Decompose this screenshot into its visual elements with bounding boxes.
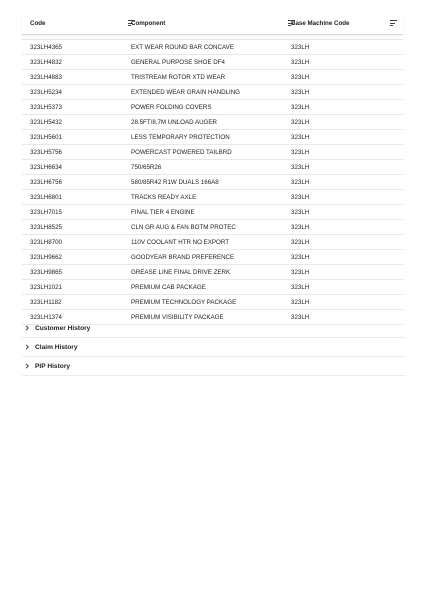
cell-base-machine-code: 323LH	[291, 313, 310, 321]
cell-base-machine-code: 323LH	[291, 163, 310, 171]
table-row[interactable]	[22, 70, 403, 85]
chevron-right-icon	[22, 324, 31, 333]
accordion-customer-history[interactable]	[22, 319, 406, 338]
table-row[interactable]	[22, 100, 403, 115]
cell-base-machine-code: 323LH	[291, 283, 310, 291]
history-accordions	[22, 319, 406, 376]
table-row[interactable]	[22, 85, 403, 100]
cell-code: 323LH1374	[30, 313, 62, 321]
column-header-component[interactable]	[131, 20, 291, 27]
cell-component: GENERAL PURPOSE SHOE DF4	[131, 58, 225, 66]
cell-base-machine-code: 323LH	[291, 268, 310, 276]
column-header-code-label: Code	[30, 19, 46, 27]
cell-code: 323LH4832	[30, 58, 62, 66]
cell-base-machine-code: 323LH	[291, 58, 310, 66]
cell-base-machine-code: 323LH	[291, 223, 310, 231]
accordion-claim-history[interactable]	[22, 338, 406, 357]
cell-base-machine-code: 323LH	[291, 208, 310, 216]
cell-code: 323LH4365	[30, 43, 62, 51]
cell-code: 323LH1182	[30, 298, 62, 306]
cell-base-machine-code: 323LH	[291, 193, 310, 201]
cell-code: 323LH5601	[30, 133, 62, 141]
table-row[interactable]	[22, 295, 403, 310]
column-header-base-machine-code[interactable]	[291, 20, 403, 27]
cell-component: FINAL TIER 4 ENGINE	[131, 208, 195, 216]
accordion-label: Claim History	[35, 343, 78, 351]
table-body	[22, 40, 403, 325]
cell-code: 323LH1021	[30, 283, 62, 291]
accordion-label: Customer History	[35, 324, 91, 332]
cell-component: TRISTREAM ROTOR XTD WEAR	[131, 73, 226, 81]
table-row[interactable]	[22, 280, 403, 295]
column-header-code[interactable]	[22, 20, 131, 27]
cell-component: PREMIUM TECHNOLOGY PACKAGE	[131, 298, 237, 306]
cell-component: PREMIUM CAB PACKAGE	[131, 283, 206, 291]
table-row[interactable]	[22, 205, 403, 220]
table-row[interactable]	[22, 115, 403, 130]
accordion-label: PIP History	[35, 362, 71, 370]
table-row[interactable]	[22, 160, 403, 175]
table-row[interactable]	[22, 250, 403, 265]
cell-code: 323LH9662	[30, 253, 62, 261]
cell-code: 323LH6634	[30, 163, 62, 171]
cell-component: LESS TEMPORARY PROTECTION	[131, 133, 230, 141]
table-row[interactable]	[22, 40, 403, 55]
cell-component: 28.5FT/8.7M UNLOAD AUGER	[131, 118, 217, 126]
cell-base-machine-code: 323LH	[291, 88, 310, 96]
cell-component: PREMIUM VISIBILITY PACKAGE	[131, 313, 224, 321]
cell-base-machine-code: 323LH	[291, 298, 310, 306]
cell-component: 750/65R26	[131, 163, 162, 171]
cell-code: 323LH4883	[30, 73, 62, 81]
cell-code: 323LH5432	[30, 118, 62, 126]
components-table	[22, 12, 403, 325]
table-row[interactable]	[22, 190, 403, 205]
cell-component: POWER FOLDING COVERS	[131, 103, 212, 111]
chevron-right-icon	[22, 362, 31, 371]
cell-base-machine-code: 323LH	[291, 118, 310, 126]
cell-base-machine-code: 323LH	[291, 178, 310, 186]
cell-base-machine-code: 323LH	[291, 253, 310, 261]
cell-code: 323LH6801	[30, 193, 62, 201]
table-row[interactable]	[22, 265, 403, 280]
cell-code: 323LH8700	[30, 238, 62, 246]
accordion-pip-history[interactable]	[22, 357, 406, 376]
sort-icon[interactable]	[390, 20, 397, 26]
cell-code: 323LH5373	[30, 103, 62, 111]
cell-component: POWERCAST POWERED TAILBRD	[131, 148, 232, 156]
cell-base-machine-code: 323LH	[291, 238, 310, 246]
cell-code: 323LH5234	[30, 88, 62, 96]
cell-base-machine-code: 323LH	[291, 103, 310, 111]
cell-component: TRACKS READY AXLE	[131, 193, 197, 201]
table-row[interactable]	[22, 220, 403, 235]
cell-component: 110V COOLANT HTR NO EXPORT	[131, 238, 229, 246]
cell-code: 323LH9865	[30, 268, 62, 276]
column-header-base-machine-code-label: Base Machine Code	[291, 19, 350, 27]
cell-base-machine-code: 323LH	[291, 133, 310, 141]
cell-component: CLN GR AUG & FAN BOTM PROTEC	[131, 223, 236, 231]
table-row[interactable]	[22, 145, 403, 160]
cell-component: GREASE LINE FINAL DRIVE ZERK	[131, 268, 231, 276]
cell-component: EXTENDED WEAR GRAIN HANDLING	[131, 88, 240, 96]
cell-component: EXT WEAR ROUND BAR CONCAVE	[131, 43, 234, 51]
cell-component: 580/85R42 R1W DUALS 166A8	[131, 178, 219, 186]
column-header-component-label: Component	[131, 19, 166, 27]
cell-base-machine-code: 323LH	[291, 43, 310, 51]
table-row[interactable]	[22, 55, 403, 70]
cell-base-machine-code: 323LH	[291, 148, 310, 156]
cell-component: GOODYEAR BRAND PREFERENCE	[131, 253, 235, 261]
cell-code: 323LH6756	[30, 178, 62, 186]
table-row[interactable]	[22, 130, 403, 145]
cell-code: 323LH8525	[30, 223, 62, 231]
table-row[interactable]	[22, 175, 403, 190]
chevron-right-icon	[22, 343, 31, 352]
table-header	[22, 12, 403, 35]
cell-code: 323LH5756	[30, 148, 62, 156]
cell-base-machine-code: 323LH	[291, 73, 310, 81]
table-row[interactable]	[22, 235, 403, 250]
cell-code: 323LH7015	[30, 208, 62, 216]
